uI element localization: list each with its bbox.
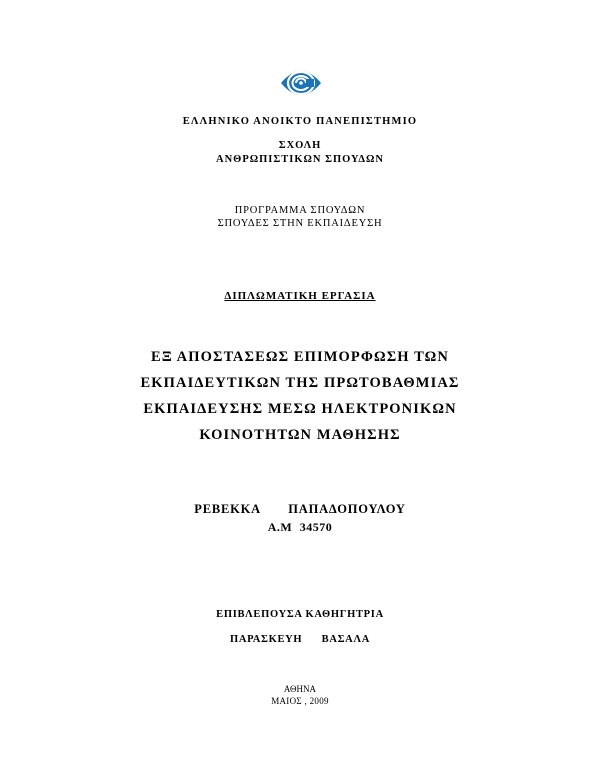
supervisor-label: ΕΠΙΒΛΕΠΟΥΣΑ ΚΑΘΗΓΗΤΡΙΑ [216, 609, 384, 620]
school-label: ΣΧΟΛΗ [278, 140, 322, 151]
program-name: ΣΠΟΥΔΕΣ ΣΤΗΝ ΕΚΠΑΙΔΕΥΣΗ [217, 218, 383, 229]
date: ΜΑΙΟΣ , 2009 [271, 696, 329, 706]
program-label: ΠΡΟΓΡΑΜΜΑ ΣΠΟΥΔΩΝ [234, 205, 366, 216]
document-type-text: ΔΙΠΛΩΜΑΤΙΚΗ ΕΡΓΑΣΙΑ [224, 290, 376, 302]
thesis-title-line-3: ΕΚΠΑΙΔΕΥΣΗΣ ΜΕΣΩ ΗΛΕΚΤΡΟΝΙΚΩΝ [143, 401, 457, 417]
place: ΑΘΗΝΑ [283, 684, 317, 694]
university-name: ΕΛΛΗΝΙΚΟ ΑΝΟΙΚΤΟ ΠΑΝΕΠΙΣΤΗΜΙΟ [182, 116, 418, 127]
thesis-title-line-2: ΕΚΠΑΙΔΕΥΤΙΚΩΝ ΤΗΣ ΠΡΩΤΟΒΑΘΜΙΑΣ [140, 375, 460, 391]
document-type [0, 291, 600, 302]
thesis-title-line-4: ΚΟΙΝΟΤΗΤΩΝ ΜΑΘΗΣΗΣ [199, 427, 401, 443]
author-name: ΡΕΒΕΚΚΑ ΠΑΠΑΔΟΠΟΥΛΟΥ [194, 502, 406, 516]
supervisor-name: ΠΑΡΑΣΚΕΥΗ ΒΑΣΑΛΑ [230, 634, 370, 645]
university-logo-icon [279, 63, 323, 103]
thesis-title-line-1: ΕΞ ΑΠΟΣΤΑΣΕΩΣ ΕΠΙΜΟΡΦΩΣΗ ΤΩΝ [151, 349, 449, 365]
school-name: ΑΝΘΡΩΠΙΣΤΙΚΩΝ ΣΠΟΥΔΩΝ [215, 154, 384, 165]
author-registration: Α.Μ 34570 [267, 520, 333, 534]
